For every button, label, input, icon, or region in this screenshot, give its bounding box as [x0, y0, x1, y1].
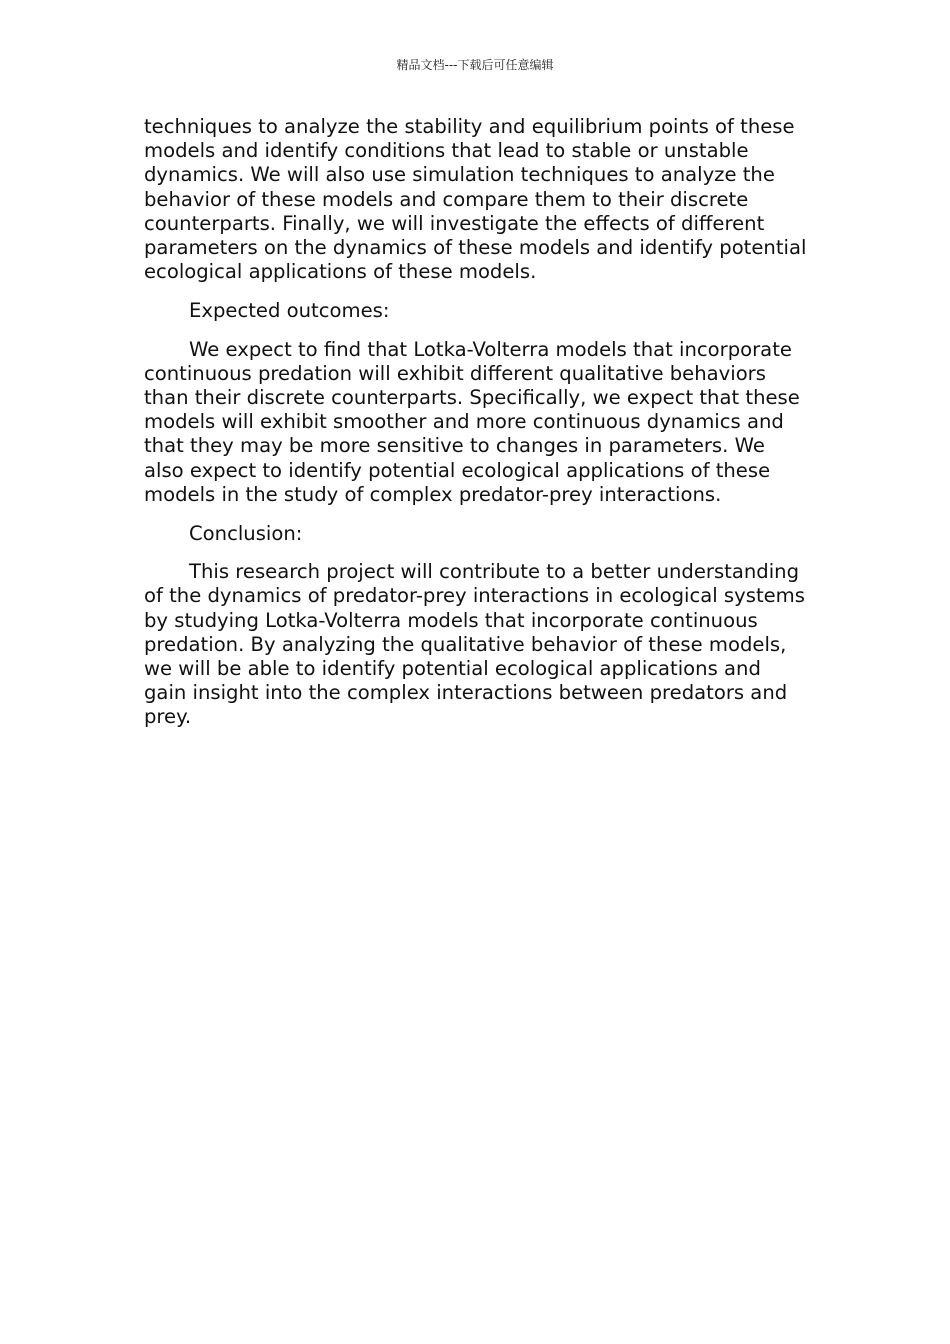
section-heading-conclusion: Conclusion:	[189, 521, 303, 545]
paragraph-expected-outcomes: We expect to find that Lotka-Volterra models that incorporate continuous predation will exhibit different qualitative behaviors than their discrete counterparts. Specifically, we expect that these models will exhibit smoother and more continuous dynamics and that they may be more sensitive to changes in parameters. We also expect to identify potential ecological applications of these models in the study of complex predator-prey interactions.	[144, 337, 800, 506]
document-body	[144, 115, 809, 744]
section-heading-expected-outcomes: Expected outcomes:	[189, 298, 390, 322]
paragraph-conclusion: This research project will contribute to a better understanding of the dynamics of predator-prey interactions in ecological systems by studying Lotka-Volterra models that incorporate continuous predation. By analyzing the qualitative behavior of these models, we will be able to identify potential ecological applications and gain insight into the complex interactions between predators and prey.	[144, 560, 805, 729]
page-header: 精品文档---下载后可任意编辑	[396, 58, 554, 72]
paragraph-methods-continued: techniques to analyze the stability and equilibrium points of these models and identify conditions that lead to stable or unstable dynamics. We will also use simulation techniques to analyze the behavior of these models and compare them to their discrete counterparts. Finally, we will investigate the effects of different parameters on the dynamics of these models and identify potential ecological applications of these models.	[144, 115, 807, 284]
